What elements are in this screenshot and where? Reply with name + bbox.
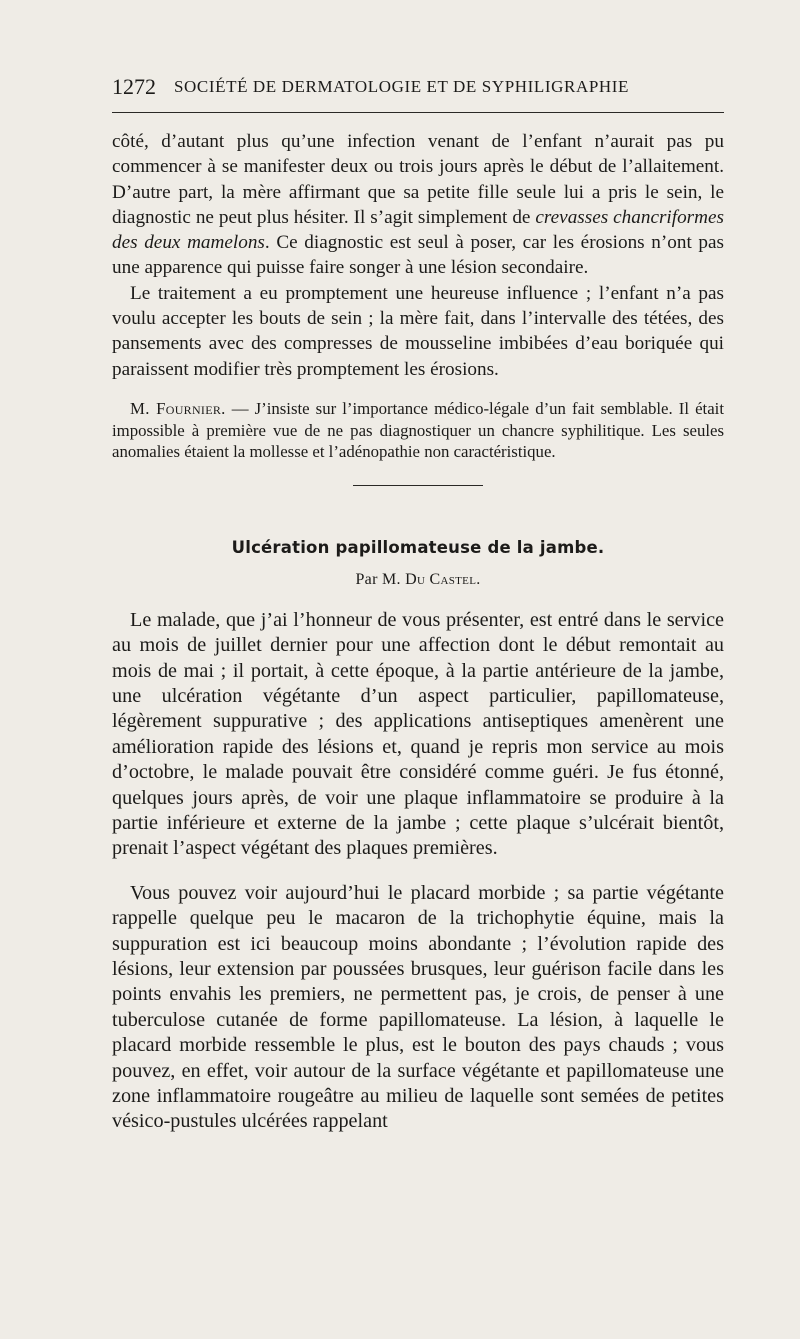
emphasis-diagnosis: crevasses chancriformes des deux mamelons: [112, 206, 724, 254]
header-rule: [112, 112, 724, 113]
page-number: 1272: [112, 74, 156, 99]
paragraph-continued: [112, 129, 724, 281]
speaker-name: M. Fournier.: [130, 398, 226, 418]
paragraph-treatment: Le traitement a eu promptement une heureuse influence ; l’enfant n’a pas voulu accepter les bouts de sein ; la mère fait, dans l’intervalle des tétées, des pansements avec des compresses de mousseline imbibées d’eau boriquée qui paraissent modifier très promptement les érosions.: [112, 282, 724, 380]
running-title: SOCIÉTÉ DE DERMATOLOGIE ET DE SYPHILIGRAPHIE: [174, 77, 630, 96]
paragraph-text: . Ce diagnostic est seul à poser, car les érosions n’ont pas une apparence qui puisse faire songer à une lésion secondaire.: [112, 232, 724, 279]
paragraph-text: côté, d’autant plus qu’une infection venant de l’enfant n’aurait pas pu commencer à se manifester deux ou trois jours après le début de l’allaitement. D’autre part, la mère affirmant que sa petite fille seule lui a pris le sein, le diagnostic ne peut plus hésiter. Il s’agit simplement de: [112, 131, 724, 228]
discussion-remark: [112, 398, 724, 463]
text-body: [112, 129, 724, 1135]
article-byline: [112, 571, 724, 589]
remark-text: — J’insiste sur l’importance médico-légale d’un fait semblable. Il était impossible à première vue de ne pas diagnostiquer un chancre syphilitique. Les seules anomalies étaient la mollesse et l’adénopathie non caractéristique.: [112, 398, 724, 462]
article-title: Ulcération papillomateuse de la jambe.: [231, 537, 605, 557]
byline-prefix: Par M.: [355, 570, 406, 588]
running-header: [112, 74, 724, 100]
article-paragraph: Le malade, que j’ai l’honneur de vous présenter, est entré dans le service au mois de juillet dernier pour une affection dont le début remontait au mois de mai ; il portait, à cette époque, à la partie antérieure de la jambe, une ulcération végétante d’un aspect particulier, papillomateuse, légèrement suppurative ; des applications antiseptiques amenèrent une amélioration rapide des lésions et, quand je repris mon service au mois d’octobre, le malade pouvait être considéré comme guéri. Je fus étonné, quelques jours après, de voir une plaque inflammatoire se produire à la partie inférieure et externe de la jambe ; cette plaque s’ulcérait bientôt, prenait l’aspect végétant des plaques premières.: [112, 608, 724, 860]
article-paragraph: Vous pouvez voir aujourd’hui le placard morbide ; sa partie végétante rappelle quelque peu le macaron de la trichophytie équine, mais la suppuration est ici beaucoup moins abondante ; l’évolution rapide des lésions, leur extension par poussées brusques, leur guérison facile dans les points envahis les premiers, ne permettent pas, je crois, de penser à une tuberculose cutanée de forme papillomateuse. La lésion, à laquelle le placard morbide ressemble le plus, est le bouton des pays chauds ; vous pouvez, en effet, voir autour de la surface végétante et papillomateuse une zone inflammatoire rougeâtre au milieu de laquelle sont semées de petites vésico-pustules ulcérées rappelant: [112, 881, 724, 1133]
byline-author: Du Castel.: [405, 570, 481, 588]
section-divider: [353, 485, 483, 486]
